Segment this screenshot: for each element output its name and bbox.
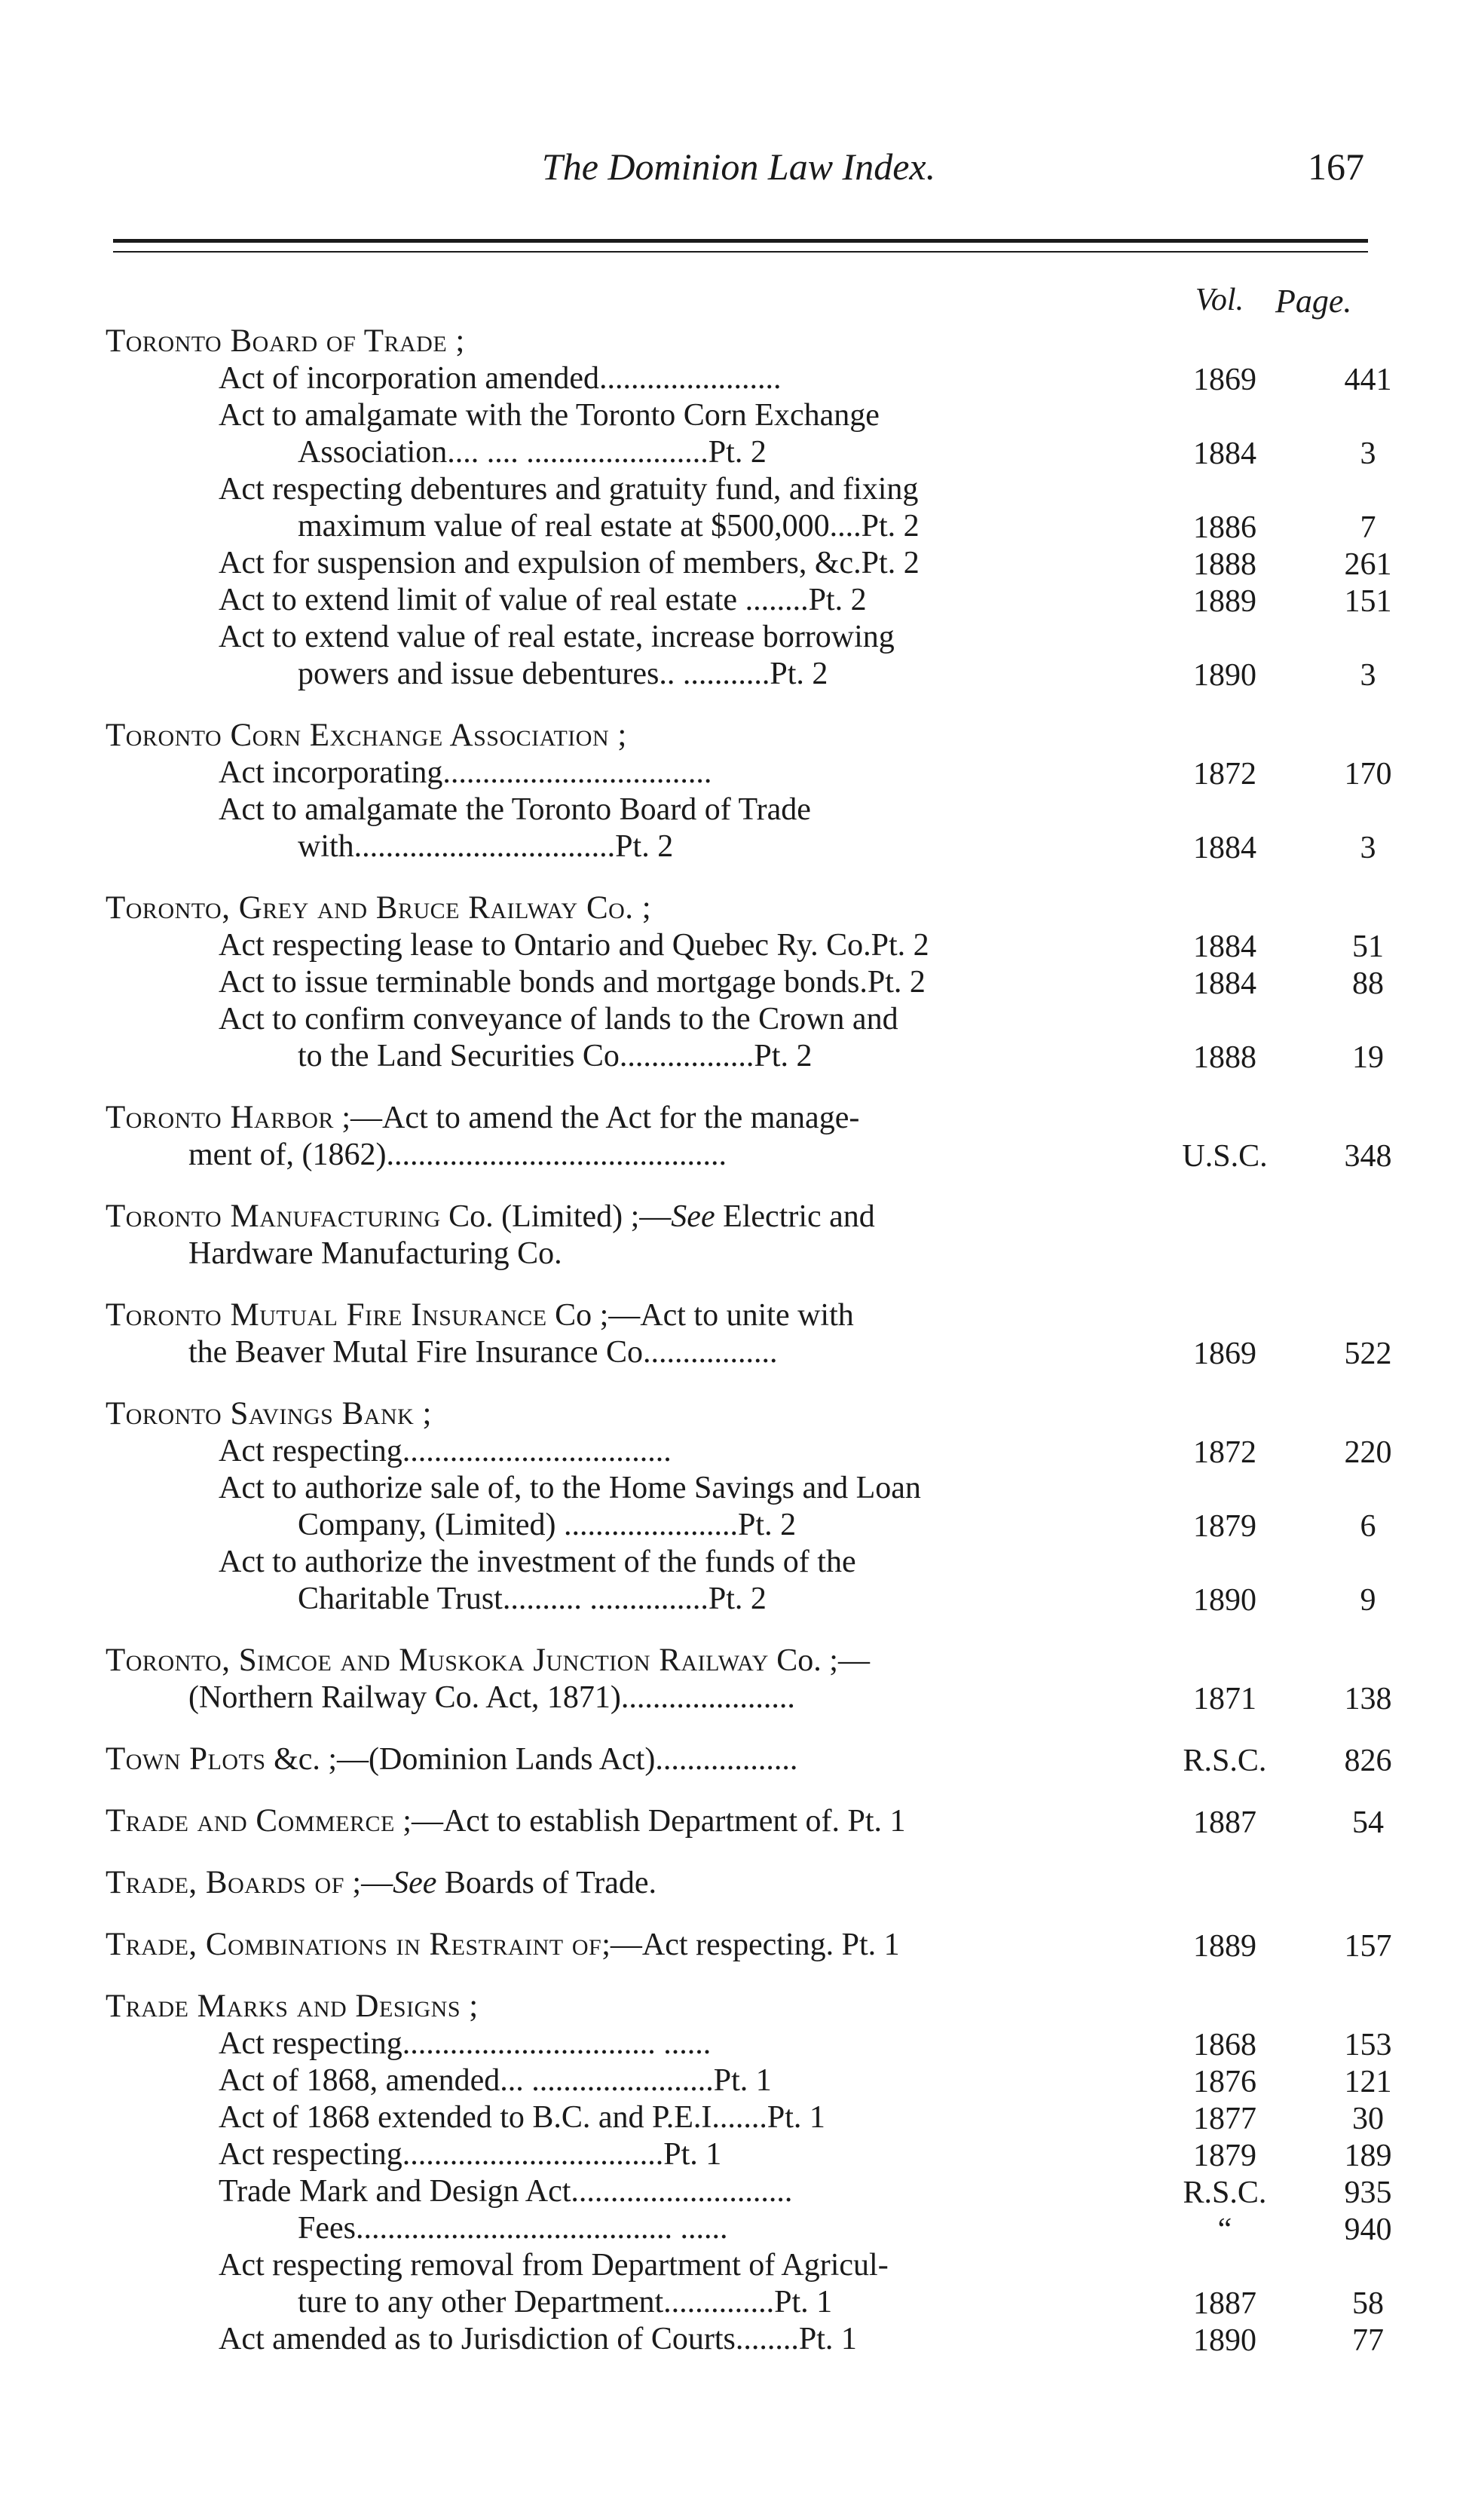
- entry-heading: Trade Marks and Designs ;: [106, 1989, 479, 2024]
- act-item-continuation: [106, 1581, 1376, 1618]
- act-item-text: Act respecting lease to Ontario and Quebec Ry. Co.Pt. 2: [219, 928, 929, 963]
- running-title: The Dominion Law Index.: [541, 145, 936, 188]
- volume-ref: 1888: [1193, 547, 1256, 582]
- volume-ref: 1889: [1193, 1929, 1256, 1964]
- entry-heading-rest: ;—Act to amend the Act for the manage-: [333, 1101, 860, 1135]
- act-item-line: [106, 2173, 1392, 2210]
- act-item-text: powers and issue debentures.. ...........Pt. 2: [298, 657, 828, 691]
- act-item-line: [106, 927, 1384, 964]
- act-item-line: [106, 397, 1372, 434]
- volume-ref: 1887: [1193, 1805, 1256, 1840]
- act-item-line: [106, 964, 1384, 1001]
- act-item-text: Association.... .... .......................Pt. 2: [298, 435, 767, 470]
- act-item-text: Act respecting................................ ......: [219, 2026, 712, 2061]
- entry-heading: Toronto, Simcoe and Muskoka Junction Railway: [106, 1643, 769, 1678]
- act-item-continuation: [106, 2284, 1384, 2321]
- page-number: 167: [1308, 145, 1364, 188]
- act-item-line: [106, 2247, 1372, 2284]
- act-item-line: [106, 2062, 1392, 2099]
- entry-heading: Toronto Mutual Fire Insurance: [106, 1297, 547, 1333]
- entry-continuation-text: (Northern Railway Co. Act, 1871)......................: [188, 1680, 795, 1715]
- act-item-line: [106, 360, 1392, 397]
- entry-heading-rest: &c. ;—(Dominion Lands Act)..................: [265, 1742, 798, 1777]
- entry-heading-tail: Electric and: [715, 1199, 875, 1234]
- index-entry: [106, 1864, 1372, 1902]
- act-item-line: [106, 2136, 1392, 2173]
- act-item-text: Company, (Limited) ......................Pt. 2: [298, 1508, 797, 1542]
- entry-heading-line: [106, 890, 1372, 927]
- index-entry: [106, 1099, 1392, 1174]
- page-ref: 522: [1344, 1337, 1392, 1371]
- entry-heading-line: [106, 1864, 1372, 1902]
- page-ref: 19: [1352, 1040, 1384, 1075]
- page-ref: 51: [1352, 929, 1384, 964]
- act-item-text: Act to amalgamate with the Toronto Corn Exchange: [219, 398, 880, 433]
- page-header: [113, 134, 1364, 194]
- act-item-line: [106, 755, 1392, 792]
- page-ref: 157: [1344, 1929, 1392, 1964]
- page-column-header: Page.: [1275, 283, 1352, 320]
- act-item-text: Fees........................................ ......: [298, 2211, 728, 2246]
- entry-heading-tail: Boards of Trade.: [436, 1866, 657, 1900]
- act-item-text: Act for suspension and expulsion of members, &c.Pt. 2: [219, 546, 920, 580]
- index-entry: [106, 1802, 1384, 1840]
- volume-ref: 1887: [1193, 2286, 1256, 2321]
- index-entry: [106, 1198, 1372, 1272]
- act-item-continuation: [106, 1038, 1384, 1075]
- act-item-line: [106, 1470, 1372, 1507]
- act-item-line: [106, 582, 1392, 619]
- act-item-text: Act to authorize the investment of the funds of the: [219, 1545, 856, 1579]
- act-item-line: [106, 1544, 1372, 1581]
- act-item-text: Charitable Trust.......... ...............Pt. 2: [298, 1582, 767, 1616]
- volume-ref: 1879: [1193, 2139, 1256, 2173]
- entry-heading-rest: Co. (Limited) ;—: [440, 1199, 672, 1234]
- page-ref: 88: [1352, 966, 1384, 1001]
- entry-heading: Toronto Corn Exchange Association ;: [106, 718, 627, 753]
- entry-heading-rest: ;—Act respecting. Pt. 1: [601, 1928, 900, 1962]
- act-item-text: Act of 1868, amended... .......................Pt. 1: [219, 2063, 772, 2098]
- act-item-text: Act to amalgamate the Toronto Board of Trade: [219, 792, 811, 827]
- volume-ref: R.S.C.: [1183, 1744, 1267, 1778]
- page-ref: 826: [1344, 1744, 1392, 1778]
- volume-ref: 1871: [1193, 1682, 1256, 1716]
- volume-ref: 1888: [1193, 1040, 1256, 1075]
- page-ref: 348: [1344, 1139, 1392, 1174]
- entry-heading: Trade, Combinations in Restraint of: [106, 1927, 602, 1962]
- index-entries: [106, 323, 1392, 2382]
- page-ref: 58: [1352, 2286, 1384, 2321]
- act-item-line: [106, 2210, 1392, 2247]
- entry-heading-rest: Co. ;—: [768, 1643, 870, 1678]
- page-ref: 220: [1344, 1435, 1392, 1470]
- act-item-text: with.................................Pt. 2: [298, 829, 674, 864]
- page-ref: 138: [1344, 1682, 1392, 1716]
- see-reference: See: [393, 1866, 437, 1900]
- entry-heading: Toronto Harbor: [106, 1100, 334, 1135]
- act-item-text: Act respecting debentures and gratuity fund, and fixing: [219, 472, 919, 507]
- volume-ref: 1886: [1193, 510, 1256, 545]
- act-item-text: Act respecting.................................Pt. 1: [219, 2137, 722, 2172]
- entry-heading-rest: ;—Act to establish Department of. Pt. 1: [394, 1804, 906, 1839]
- act-item-text: Act of incorporation amended.......................: [219, 361, 782, 396]
- index-entry: [106, 1988, 1392, 2358]
- act-item-text: Act to extend value of real estate, increase borrowing: [219, 620, 895, 654]
- page-ref: 153: [1344, 2028, 1392, 2062]
- page-ref: 3: [1360, 436, 1376, 471]
- page-ref: 6: [1360, 1509, 1376, 1544]
- entry-heading: Town Plots: [106, 1741, 266, 1777]
- entry-continuation-line: [106, 1334, 1392, 1371]
- index-entry: [106, 1926, 1392, 1964]
- act-item-continuation: [106, 1507, 1376, 1544]
- entry-heading-line: [106, 1926, 1392, 1964]
- entry-heading-line: [106, 1802, 1384, 1840]
- header-rule-thick: [113, 239, 1368, 243]
- entry-heading-line: [106, 1395, 1372, 1433]
- entry-continuation-text: Hardware Manufacturing Co.: [188, 1236, 562, 1271]
- index-entry: [106, 1297, 1392, 1371]
- act-item-continuation: [106, 828, 1376, 865]
- volume-ref: 1890: [1193, 1583, 1256, 1618]
- act-item-line: [106, 1433, 1392, 1470]
- index-entry: [106, 717, 1392, 865]
- index-entry: [106, 323, 1392, 693]
- act-item-text: Trade Mark and Design Act............................: [219, 2174, 793, 2209]
- act-item-line: [106, 2321, 1384, 2358]
- index-entry: [106, 1395, 1392, 1618]
- act-item-text: Act of 1868 extended to B.C. and P.E.I.......Pt. 1: [219, 2100, 825, 2135]
- act-item-line: [106, 2025, 1392, 2062]
- entry-heading-line: [106, 1198, 1372, 1236]
- act-item-continuation: [106, 656, 1376, 693]
- entry-heading-line: [106, 1099, 1372, 1137]
- volume-ref: U.S.C.: [1182, 1139, 1268, 1174]
- index-entry: [106, 1741, 1392, 1778]
- volume-ref: 1890: [1193, 658, 1256, 693]
- page-ref: 9: [1360, 1583, 1376, 1618]
- entry-continuation-line: [106, 1236, 1372, 1272]
- page-ref: 441: [1344, 363, 1392, 397]
- act-item-line: [106, 471, 1372, 508]
- see-reference: See: [671, 1199, 715, 1234]
- volume-ref: R.S.C.: [1183, 2176, 1267, 2210]
- index-entry: [106, 890, 1384, 1075]
- entry-heading-line: [106, 1642, 1372, 1679]
- entry-heading-line: [106, 1988, 1372, 2025]
- header-rule-thin: [113, 251, 1368, 253]
- act-item-line: [106, 545, 1392, 582]
- page-ref: 935: [1344, 2176, 1392, 2210]
- entry-continuation-line: [106, 1679, 1392, 1716]
- vol-column-header: Vol.: [1195, 283, 1244, 317]
- volume-ref: 1872: [1193, 757, 1256, 792]
- entry-heading-line: [106, 1297, 1372, 1334]
- entry-heading: Toronto Manufacturing: [106, 1199, 441, 1234]
- volume-ref: 1869: [1193, 363, 1256, 397]
- entry-heading-line: [106, 1741, 1392, 1778]
- page-ref: 7: [1360, 510, 1376, 545]
- act-item-text: Act amended as to Jurisdiction of Courts........Pt. 1: [219, 2322, 857, 2356]
- volume-ref: 1890: [1193, 2323, 1256, 2358]
- entry-heading-rest: Co ;—Act to unite with: [546, 1298, 854, 1333]
- page-ref: 261: [1344, 547, 1392, 582]
- entry-continuation-text: ment of, (1862)...........................................: [188, 1138, 727, 1172]
- page-ref: 3: [1360, 831, 1376, 865]
- entry-heading: Toronto Board of Trade ;: [106, 323, 465, 359]
- act-item-text: Act to authorize sale of, to the Home Savings and Loan: [219, 1471, 921, 1505]
- page-ref: 940: [1344, 2212, 1392, 2247]
- volume-ref: “: [1217, 2212, 1232, 2247]
- page-ref: 189: [1344, 2139, 1392, 2173]
- act-item-continuation: [106, 434, 1376, 471]
- volume-ref: 1868: [1193, 2028, 1256, 2062]
- entry-heading: Toronto, Grey and Bruce Railway Co. ;: [106, 890, 652, 926]
- entry-continuation-line: [106, 1137, 1392, 1174]
- page-ref: 77: [1352, 2323, 1384, 2358]
- page-ref: 170: [1344, 757, 1392, 792]
- act-item-text: Act to extend limit of value of real estate ........Pt. 2: [219, 583, 867, 617]
- page-ref: 3: [1360, 658, 1376, 693]
- page-ref: 121: [1344, 2065, 1392, 2099]
- act-item-continuation: [106, 508, 1376, 545]
- act-item-text: maximum value of real estate at $500,000....Pt. 2: [298, 509, 920, 543]
- entry-heading-line: [106, 717, 1372, 755]
- act-item-text: ture to any other Department..............Pt. 1: [298, 2285, 833, 2319]
- volume-ref: 1879: [1193, 1509, 1256, 1544]
- index-entry: [106, 1642, 1392, 1716]
- entry-heading: Toronto Savings Bank ;: [106, 1396, 432, 1431]
- act-item-text: Act to confirm conveyance of lands to the Crown and: [219, 1002, 898, 1036]
- volume-ref: 1884: [1193, 831, 1256, 865]
- volume-ref: 1872: [1193, 1435, 1256, 1470]
- act-item-line: [106, 1001, 1372, 1038]
- act-item-text: Act respecting removal from Department of Agricul-: [219, 2248, 889, 2283]
- volume-ref: 1877: [1193, 2102, 1256, 2136]
- volume-ref: 1889: [1193, 584, 1256, 619]
- entry-continuation-text: the Beaver Mutal Fire Insurance Co.................: [188, 1335, 778, 1370]
- volume-ref: 1884: [1193, 929, 1256, 964]
- page-ref: 54: [1352, 1805, 1384, 1840]
- act-item-line: [106, 792, 1372, 828]
- act-item-line: [106, 619, 1372, 656]
- act-item-text: Act to issue terminable bonds and mortgage bonds.Pt. 2: [219, 965, 926, 1000]
- act-item-text: to the Land Securities Co.................Pt. 2: [298, 1039, 813, 1073]
- act-item-line: [106, 2099, 1384, 2136]
- volume-ref: 1884: [1193, 436, 1256, 471]
- entry-heading-line: [106, 323, 1372, 360]
- entry-heading: Trade and Commerce: [106, 1803, 395, 1839]
- volume-ref: 1876: [1193, 2065, 1256, 2099]
- volume-ref: 1884: [1193, 966, 1256, 1001]
- volume-ref: 1869: [1193, 1337, 1256, 1371]
- act-item-text: Act respecting..................................: [219, 1434, 672, 1468]
- act-item-text: Act incorporating..................................: [219, 755, 712, 790]
- entry-heading: Trade, Boards of: [106, 1865, 344, 1900]
- page-ref: 30: [1352, 2102, 1384, 2136]
- entry-heading-rest: ;—: [344, 1866, 393, 1900]
- page-ref: 151: [1344, 584, 1392, 619]
